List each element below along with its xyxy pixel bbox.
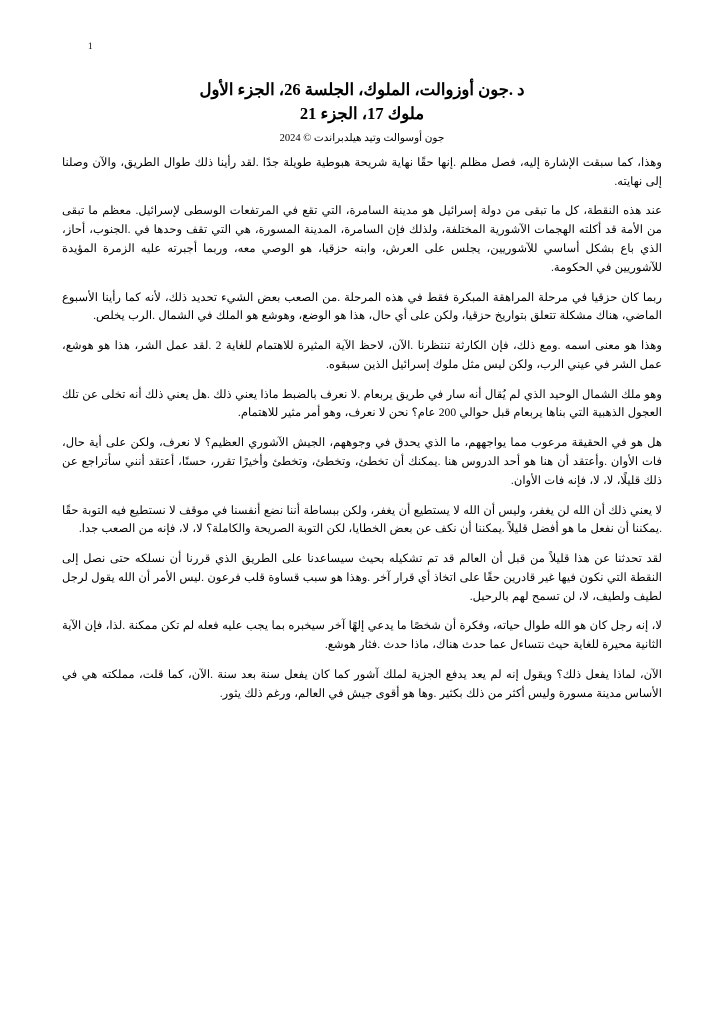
paragraph: هل هو في الحقيقة مرعوب مما يواجههم، ما الذي يحدق في وجوههم، الجيش الآشوري العظيم؟ لا نعرف، ولكن على أية حال، فات الأوان .وأعتقد أن هنا هو أحد الدروس هنا .يمكنك أن تخطئ، وتخطئ، وتخطئ وأخيرًا تقرر، حسنًا، أعتقد أنني سأتراجع عن ذلك قليلًا، لا، لا، فإنه فات الأوان.	[62, 436, 662, 487]
document-body	[62, 154, 662, 704]
document-title	[62, 78, 662, 126]
paragraph: وهذا هو معنى اسمه .ومع ذلك، فإن الكارثة تنتظرنا .الآن، لاحظ الآية المثيرة للاهتمام للغاية 2 .لقد عمل الشر، هذا هو هوشع، عمل الشر في عيني الرب، ولكن ليس مثل ملوك إسرائيل الذين سبقوه.	[62, 339, 663, 371]
paragraph: وهذا، كما سبقت الإشارة إليه، فصل مظلم .إنها حقًا نهاية شريحة هبوطية طويلة جدًا .لقد رأينا ذلك طوال الطريق، والآن وصلنا إلى نهايته.	[62, 155, 662, 188]
paragraph: الآن، لماذا يفعل ذلك؟ ويقول إنه لم يعد يدفع الجزية لملك آشور كما كان يفعل سنة بعد سنة .الآن، كما قلت، مملكته هي في الأساس مدينة مسورة وليس أكثر من ذلك بكثير .وها هو أقوى جيش في العالم، ورغم ذلك يثور.	[62, 668, 662, 700]
paragraph: لقد تحدثنا عن هذا قليلاً من قبل أن العالم قد تم تشكيله بحيث سيساعدنا على الطريق الذي قررنا أن نسلكه حتى نصل إلى النقطة التي نكون فيها غير قادرين حقًا على اتخاذ أي قرار آخر .وهذا هو سبب قساوة قلب فرعون .ليس الأمر أن الله يقول لرجل لطيف ولطيف، لا، لن تسمح لهم بالرحيل.	[62, 552, 662, 603]
paragraph: لا، إنه رجل كان هو الله طوال حياته، وفكرة أن شخصًا ما يدعي إلهًا آخر سيخبره بما يجب عليه فعله لم تكن ممكنة .لذا، فإن الآية الثانية محيرة للغاية حيث نتساءل عما حدث هناك، ماذا حدث .فثار هوشع.	[62, 619, 662, 652]
page-number: 1	[88, 41, 93, 51]
title-line-2: ملوك 17، الجزء 21	[299, 103, 425, 123]
paragraph: ربما كان حزقيا في مرحلة المراهقة المبكرة فقط في هذه المرحلة .من الصعب بعض الشيء تحديد ذلك، لأنه كما رأينا الأسبوع الماضي، هناك مشكلة تتعلق بتواريخ حزقيا، ولكن على أي حال، هذا هو الوضع، وهوشع هو الملك في الشمال .الرب يخلص.	[62, 290, 662, 323]
paragraph: لا يعني ذلك أن الله لن يغفر، وليس أن الله لا يستطيع أن يغفر، ولكن ببساطة أننا نضع أنفسنا في موقف لا نستطيع فيه التوبة حقًا .يمكننا أن نفعل ما هو أفضل قليلاً .يمكننا أن نكف عن بعض الخطايا، لكن التوبة الصريحة والكاملة؟ لا، لا، فإنه من الصعب جدا.	[62, 503, 662, 536]
paragraph: وهو ملك الشمال الوحيد الذي لم يُقال أنه سار في طريق يربعام .لا نعرف بالضبط ماذا يعني ذلك .هل يعني ذلك أنه تخلى عن تلك العجول الذهبية التي بناها يربعام قبل حوالي 200 عام؟ نحن لا نعرف، وهو أمر مثير للاهتمام.	[62, 387, 662, 420]
copyright-notice: جون أوسوالت وتيد هيلدبراندت © 2024	[279, 132, 445, 144]
paragraph: عند هذه النقطة، كل ما تبقى من دولة إسرائيل هو مدينة السامرة، التي تقع في المرتفعات الوسطى لإسرائيل. معظم ما تبقى من الأمة قد أكلته الهجمات الآشورية المختلفة، ولذلك فإن السامرة، المدينة المسورة، هي التي تقف وحدها في .الجنوب، أحاز، الذي باع بشكل أساسي للآشوريين، يجلس على العرش، وابنه حزقيا، هو الوصي معه، وربما أجبرته عليه الزمرة المؤيدة للآشوريين في الحكومة.	[62, 204, 662, 274]
title-line-1: د .جون أوزوالت، الملوك، الجلسة 26، الجزء الأول	[199, 80, 525, 99]
